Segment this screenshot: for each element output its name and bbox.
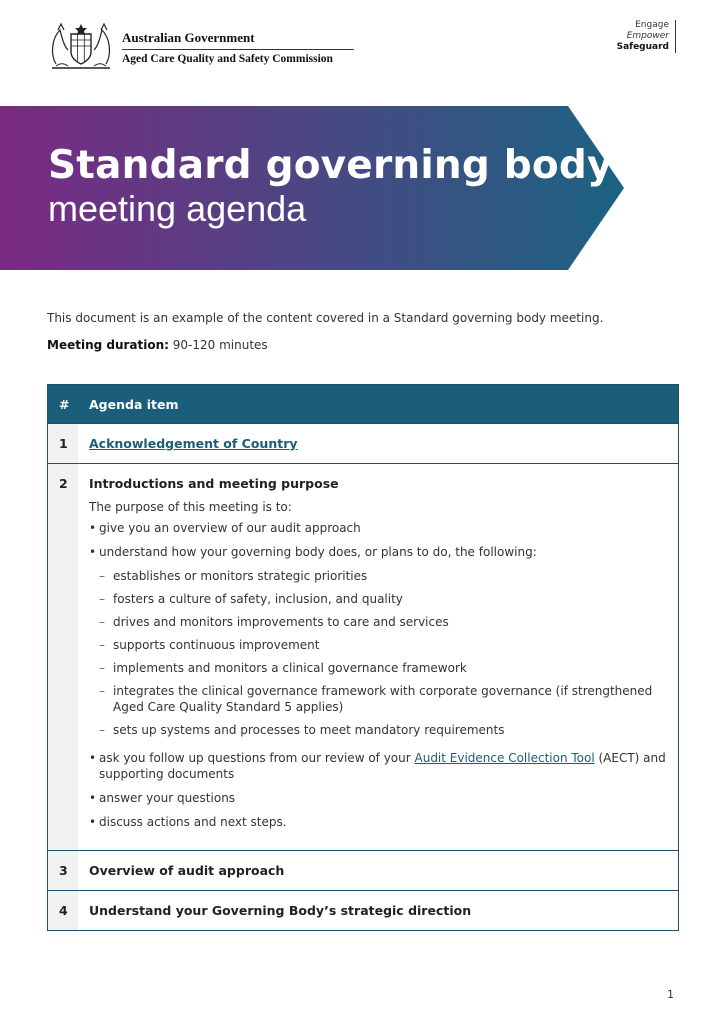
table-row bbox=[48, 890, 678, 930]
list-item: • answer your questions bbox=[89, 790, 678, 806]
title-light-line: meeting agenda bbox=[48, 188, 307, 229]
column-item-header: Agenda item bbox=[89, 396, 179, 412]
row-title: Understand your Governing Body’s strategic direction bbox=[89, 903, 472, 918]
tagline-empower: Empower bbox=[626, 31, 669, 41]
purpose-list bbox=[89, 520, 678, 830]
row-number: 3 bbox=[48, 851, 78, 890]
page-number: 1 bbox=[667, 988, 674, 1001]
sub-list-item: – drives and monitors improvements to care and services bbox=[99, 614, 678, 630]
list-item: • give you an overview of our audit approach bbox=[89, 520, 678, 536]
table-header bbox=[48, 385, 678, 423]
table-row bbox=[48, 463, 678, 850]
row-number: 2 bbox=[48, 464, 78, 850]
row-title: Overview of audit approach bbox=[89, 863, 285, 878]
list-item-text: ask you follow up questions from our review of your bbox=[99, 751, 415, 765]
list-item bbox=[89, 750, 678, 782]
tagline-engage: Engage bbox=[635, 20, 669, 30]
table-row bbox=[48, 850, 678, 890]
aect-link[interactable]: Audit Evidence Collection Tool bbox=[414, 751, 595, 765]
table-row bbox=[48, 423, 678, 463]
row-content bbox=[78, 851, 678, 890]
government-header bbox=[46, 18, 366, 74]
meeting-duration bbox=[47, 338, 268, 352]
coat-of-arms-icon bbox=[46, 20, 116, 72]
list-item-text: (AECT) and supporting documents bbox=[99, 751, 666, 781]
row-number: 1 bbox=[48, 424, 78, 463]
sub-list-item: – supports continuous improvement bbox=[99, 637, 678, 653]
document-title bbox=[48, 144, 613, 230]
purpose-text: The purpose of this meeting is to: bbox=[89, 500, 292, 514]
sub-list-item: – fosters a culture of safety, inclusion, and quality bbox=[99, 591, 678, 607]
row-content bbox=[78, 424, 678, 463]
row-content bbox=[78, 464, 678, 850]
duration-label: Meeting duration: bbox=[47, 338, 169, 352]
sub-list-item: – integrates the clinical governance framework with corporate governance (if strengthened Aged Care Quality Standard 5 applies) bbox=[99, 683, 678, 715]
intro-text: This document is an example of the content covered in a Standard governing body meeting. bbox=[47, 311, 604, 325]
tagline-safeguard: Safeguard bbox=[616, 42, 669, 52]
row-title: Introductions and meeting purpose bbox=[89, 476, 339, 491]
commission-name: Aged Care Quality and Safety Commission bbox=[122, 53, 333, 65]
duration-value: 90-120 minutes bbox=[168, 338, 268, 352]
sub-list-item: – establishes or monitors strategic priorities bbox=[99, 568, 678, 584]
sub-list-item: – implements and monitors a clinical governance framework bbox=[99, 660, 678, 676]
title-bold-line: Standard governing body bbox=[48, 143, 613, 188]
column-number-header: # bbox=[59, 396, 70, 412]
sub-list bbox=[99, 568, 678, 738]
acknowledgement-link[interactable]: Acknowledgement of Country bbox=[89, 436, 298, 451]
list-item: • discuss actions and next steps. bbox=[89, 814, 678, 830]
tagline bbox=[617, 20, 676, 53]
government-title bbox=[122, 30, 354, 65]
list-item-text: understand how your governing body does, or plans to do, the following: bbox=[99, 545, 537, 559]
row-number: 4 bbox=[48, 891, 78, 930]
sub-list-item: – sets up systems and processes to meet mandatory requirements bbox=[99, 722, 678, 738]
list-item bbox=[89, 544, 678, 738]
title-banner bbox=[0, 106, 624, 270]
agenda-table bbox=[47, 384, 679, 931]
government-name: Australian Government bbox=[122, 30, 354, 50]
row-content bbox=[78, 891, 678, 930]
